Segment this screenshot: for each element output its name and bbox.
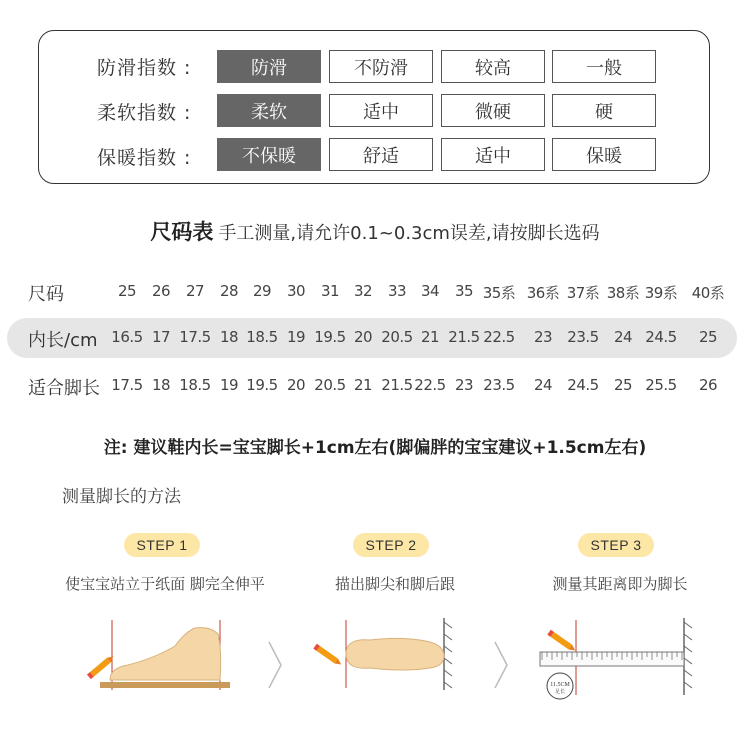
step-2-desc: 描出脚尖和脚后跟 <box>334 575 455 593</box>
size-cell: 18 <box>151 376 171 394</box>
size-cell: 17 <box>151 328 171 346</box>
row-label-foot-length: 适合脚长 <box>28 378 100 399</box>
soft-option-hard[interactable]: 硬 <box>552 94 656 127</box>
size-row-size <box>0 272 750 312</box>
size-cell: 31 <box>320 282 340 300</box>
size-cell: 20 <box>286 376 306 394</box>
size-cell: 19 <box>219 376 239 394</box>
warm-option-warm[interactable]: 保暖 <box>552 138 656 171</box>
size-cell: 26 <box>698 376 718 394</box>
size-cell: 22.5 <box>414 376 446 394</box>
size-cell: 19.5 <box>314 328 346 346</box>
step-3-desc: 测量其距离即为脚长 <box>552 575 688 593</box>
pencil-icon <box>313 644 343 667</box>
size-row-foot-length <box>0 366 750 406</box>
size-cell: 30 <box>286 282 306 300</box>
size-cell: 23 <box>533 328 553 346</box>
step-1-badge: STEP 1 <box>124 533 200 557</box>
size-cell: 23 <box>454 376 474 394</box>
row-label-size: 尺码 <box>28 284 64 305</box>
slip-option-not-antislip[interactable]: 不防滑 <box>329 50 433 83</box>
size-cell: 35 <box>454 282 474 300</box>
size-cell: 23.5 <box>483 376 515 394</box>
size-cell: 24.5 <box>567 376 599 394</box>
size-cell: 19 <box>286 328 306 346</box>
step-1-foot-illustration <box>80 610 240 700</box>
step-3-ruler-illustration <box>536 610 696 710</box>
size-cell: 21.5 <box>381 376 413 394</box>
size-cell: 20.5 <box>381 328 413 346</box>
step-arrow-2 <box>492 640 510 694</box>
size-cell: 24.5 <box>645 328 677 346</box>
size-cell: 35系 <box>482 284 516 302</box>
index-label-warm: 保暖指数 : <box>97 147 192 169</box>
size-cell: 24 <box>613 328 633 346</box>
step-1-desc: 使宝宝站立于纸面 脚完全伸平 <box>65 575 265 593</box>
size-cell: 18.5 <box>246 328 278 346</box>
wall-hatch <box>444 622 452 688</box>
size-chart-title: 尺码表 <box>150 220 214 244</box>
slip-option-high[interactable]: 较高 <box>441 50 545 83</box>
wall-hatch <box>684 622 692 688</box>
soft-option-medium[interactable]: 适中 <box>329 94 433 127</box>
foot-outline-shape <box>346 638 444 670</box>
size-cell: 19.5 <box>246 376 278 394</box>
size-chart-heading <box>0 216 750 246</box>
size-cell: 25 <box>698 328 718 346</box>
size-chart-subtitle: 手工测量,请允许0.1~0.3cm误差,请按脚长选码 <box>218 223 600 244</box>
warm-option-not-warm[interactable]: 不保暖 <box>217 138 321 171</box>
step-arrow-1 <box>266 640 284 694</box>
size-cell: 37系 <box>566 284 600 302</box>
size-cell: 36系 <box>526 284 560 302</box>
step-2-foot-illustration <box>310 610 460 700</box>
warm-option-comfortable[interactable]: 舒适 <box>329 138 433 171</box>
size-cell: 27 <box>185 282 205 300</box>
size-row-inner-length <box>0 318 750 358</box>
size-cell: 38系 <box>606 284 640 302</box>
size-cell: 21.5 <box>448 328 480 346</box>
size-cell: 24 <box>533 376 553 394</box>
paper-base <box>100 682 230 688</box>
step-2-badge: STEP 2 <box>353 533 429 557</box>
index-label-slip: 防滑指数 : <box>97 57 192 79</box>
size-cell: 29 <box>252 282 272 300</box>
size-cell: 18 <box>219 328 239 346</box>
size-cell: 23.5 <box>567 328 599 346</box>
warm-option-medium[interactable]: 适中 <box>441 138 545 171</box>
size-cell: 39系 <box>644 284 678 302</box>
ruler-stamp-value: 11.5CM <box>550 682 570 688</box>
size-cell: 21 <box>353 376 373 394</box>
size-cell: 17.5 <box>179 328 211 346</box>
size-cell: 17.5 <box>111 376 143 394</box>
index-panel <box>38 30 710 184</box>
size-note: 注: 建议鞋内长=宝宝脚长+1cm左右(脚偏胖的宝宝建议+1.5cm左右) <box>103 438 647 458</box>
size-cell: 25.5 <box>645 376 677 394</box>
size-cell: 28 <box>219 282 239 300</box>
index-label-soft: 柔软指数 : <box>97 102 192 124</box>
row-label-inner-length: 内长/cm <box>28 330 98 351</box>
slip-option-antislip[interactable]: 防滑 <box>217 50 321 83</box>
ruler-stamp-label: 足长 <box>554 689 566 695</box>
soft-option-soft[interactable]: 柔软 <box>217 94 321 127</box>
size-cell: 32 <box>353 282 373 300</box>
method-title: 测量脚长的方法 <box>62 487 181 507</box>
foot-shape <box>110 628 221 680</box>
size-cell: 22.5 <box>483 328 515 346</box>
slip-option-normal[interactable]: 一般 <box>552 50 656 83</box>
size-cell: 25 <box>117 282 137 300</box>
size-cell: 33 <box>387 282 407 300</box>
pencil-icon <box>547 630 577 653</box>
size-cell: 20 <box>353 328 373 346</box>
size-cell: 20.5 <box>314 376 346 394</box>
size-cell: 25 <box>613 376 633 394</box>
size-cell: 26 <box>151 282 171 300</box>
soft-option-slightly-hard[interactable]: 微硬 <box>441 94 545 127</box>
size-cell: 18.5 <box>179 376 211 394</box>
size-cell: 40系 <box>691 284 725 302</box>
size-cell: 21 <box>420 328 440 346</box>
size-cell: 34 <box>420 282 440 300</box>
step-3-badge: STEP 3 <box>578 533 654 557</box>
size-cell: 16.5 <box>111 328 143 346</box>
